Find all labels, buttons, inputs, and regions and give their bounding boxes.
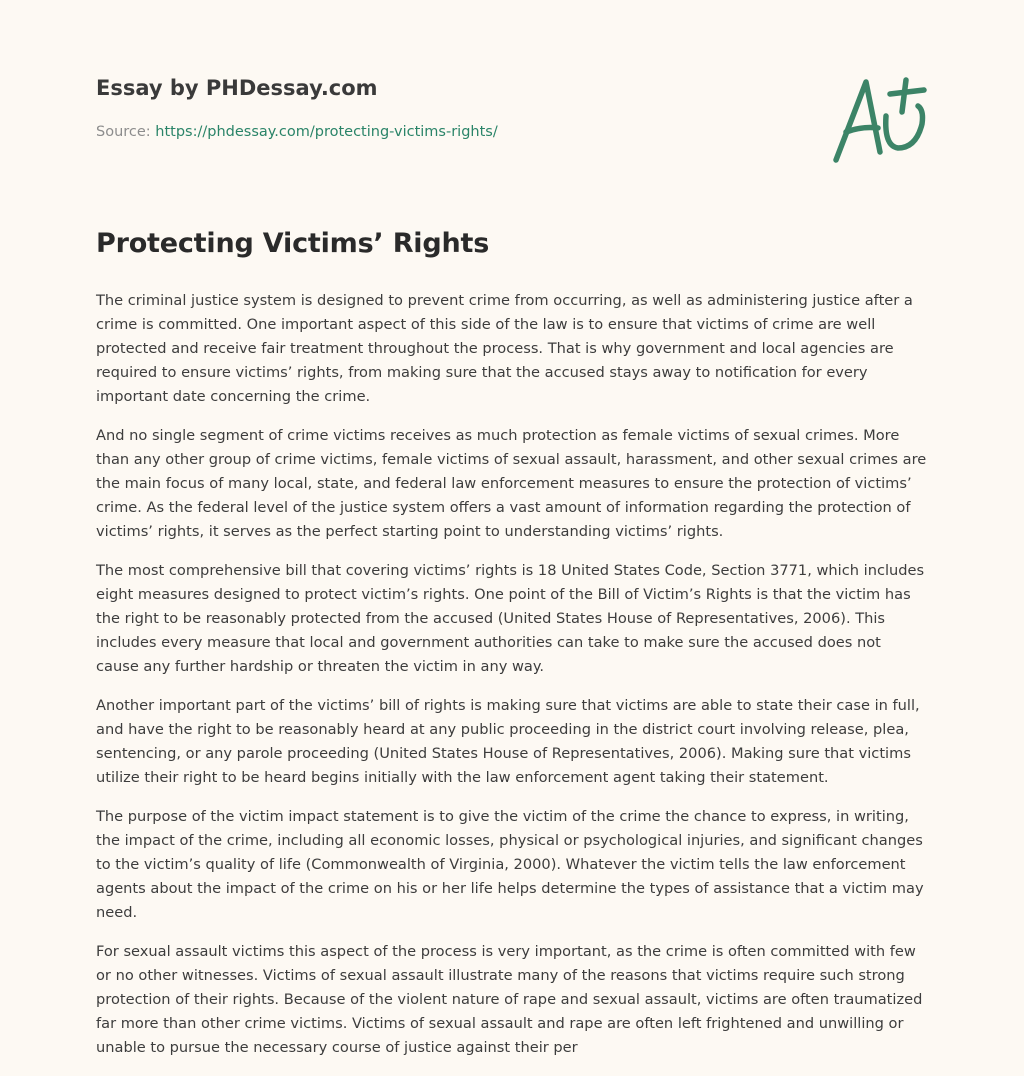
essay-body: [96, 289, 928, 1060]
essay-title: Protecting Victims’ Rights: [96, 228, 490, 259]
source-link[interactable]: https://phdessay.com/protecting-victims-rights/: [155, 124, 498, 140]
essay-paragraph: The most comprehensive bill that covering victims’ rights is 18 United States Code, Section 3771, which includes eight measures designed to protect victim’s rights. One point of the Bill of Victim’s Rights is that the victim has the right to be reasonably protected from the accused (United States House of Representatives, 2006). This includes every measure that local and government authorities can take to make sure the accused does not cause any further hardship or threaten the victim in any way.: [96, 562, 925, 675]
essay-paragraph: The purpose of the victim impact statement is to give the victim of the crime the chance to express, in writing, the impact of the crime, including all economic losses, physical or psychological injuries, and significant changes to the victim’s quality of life (Commonwealth of Virginia, 2000). Whatever the victim tells the law enforcement agents about the impact of the crime on his or her life helps determine the types of assistance that a victim may need.: [96, 808, 924, 921]
source-label: Source:: [96, 124, 156, 140]
site-title: Essay by PHDessay.com: [96, 76, 378, 100]
essay-paragraph: And no single segment of crime victims receives as much protection as female victims of sexual crimes. More than any other group of crime victims, female victims of sexual assault, harassment, and other sexual crimes are the main focus of many local, state, and federal law enforcement measures to ensure the protection of victims’ crime. As the federal level of the justice system offers a vast amount of information regarding the protection of victims’ rights, it serves as the perfect starting point to understanding victims’ rights.: [96, 427, 927, 540]
page-header: [96, 0, 928, 200]
essay-paragraph: Another important part of the victims’ bill of rights is making sure that victims are able to state their case in full, and have the right to be reasonably heard at any public proceeding in the district court involving release, plea, sentencing, or any parole proceeding (United States House of Representatives, 2006). Making sure that victims utilize their right to be heard begins initially with the law enforcement agent taking their statement.: [96, 697, 920, 786]
essay-paragraph: For sexual assault victims this aspect of the process is very important, as the crime is often committed with few or no other witnesses. Victims of sexual assault illustrate many of the reasons that victims require such strong protection of their rights. Because of the violent nature of rape and sexual assault, victims are often traumatized far more than other crime victims. Victims of sexual assault and rape are often left frightened and unwilling or unable to pursue the necessary course of justice against their per: [96, 943, 923, 1056]
source-line: [96, 124, 498, 140]
a-plus-grade-icon: [828, 66, 932, 166]
essay-paragraph: The criminal justice system is designed to prevent crime from occurring, as well as administering justice after a crime is committed. One important aspect of this side of the law is to ensure that victims of crime are well protected and receive fair treatment throughout the process. That is why government and local agencies are required to ensure victims’ rights, from making sure that the accused stays away to notification for every important date concerning the crime.: [96, 292, 913, 405]
